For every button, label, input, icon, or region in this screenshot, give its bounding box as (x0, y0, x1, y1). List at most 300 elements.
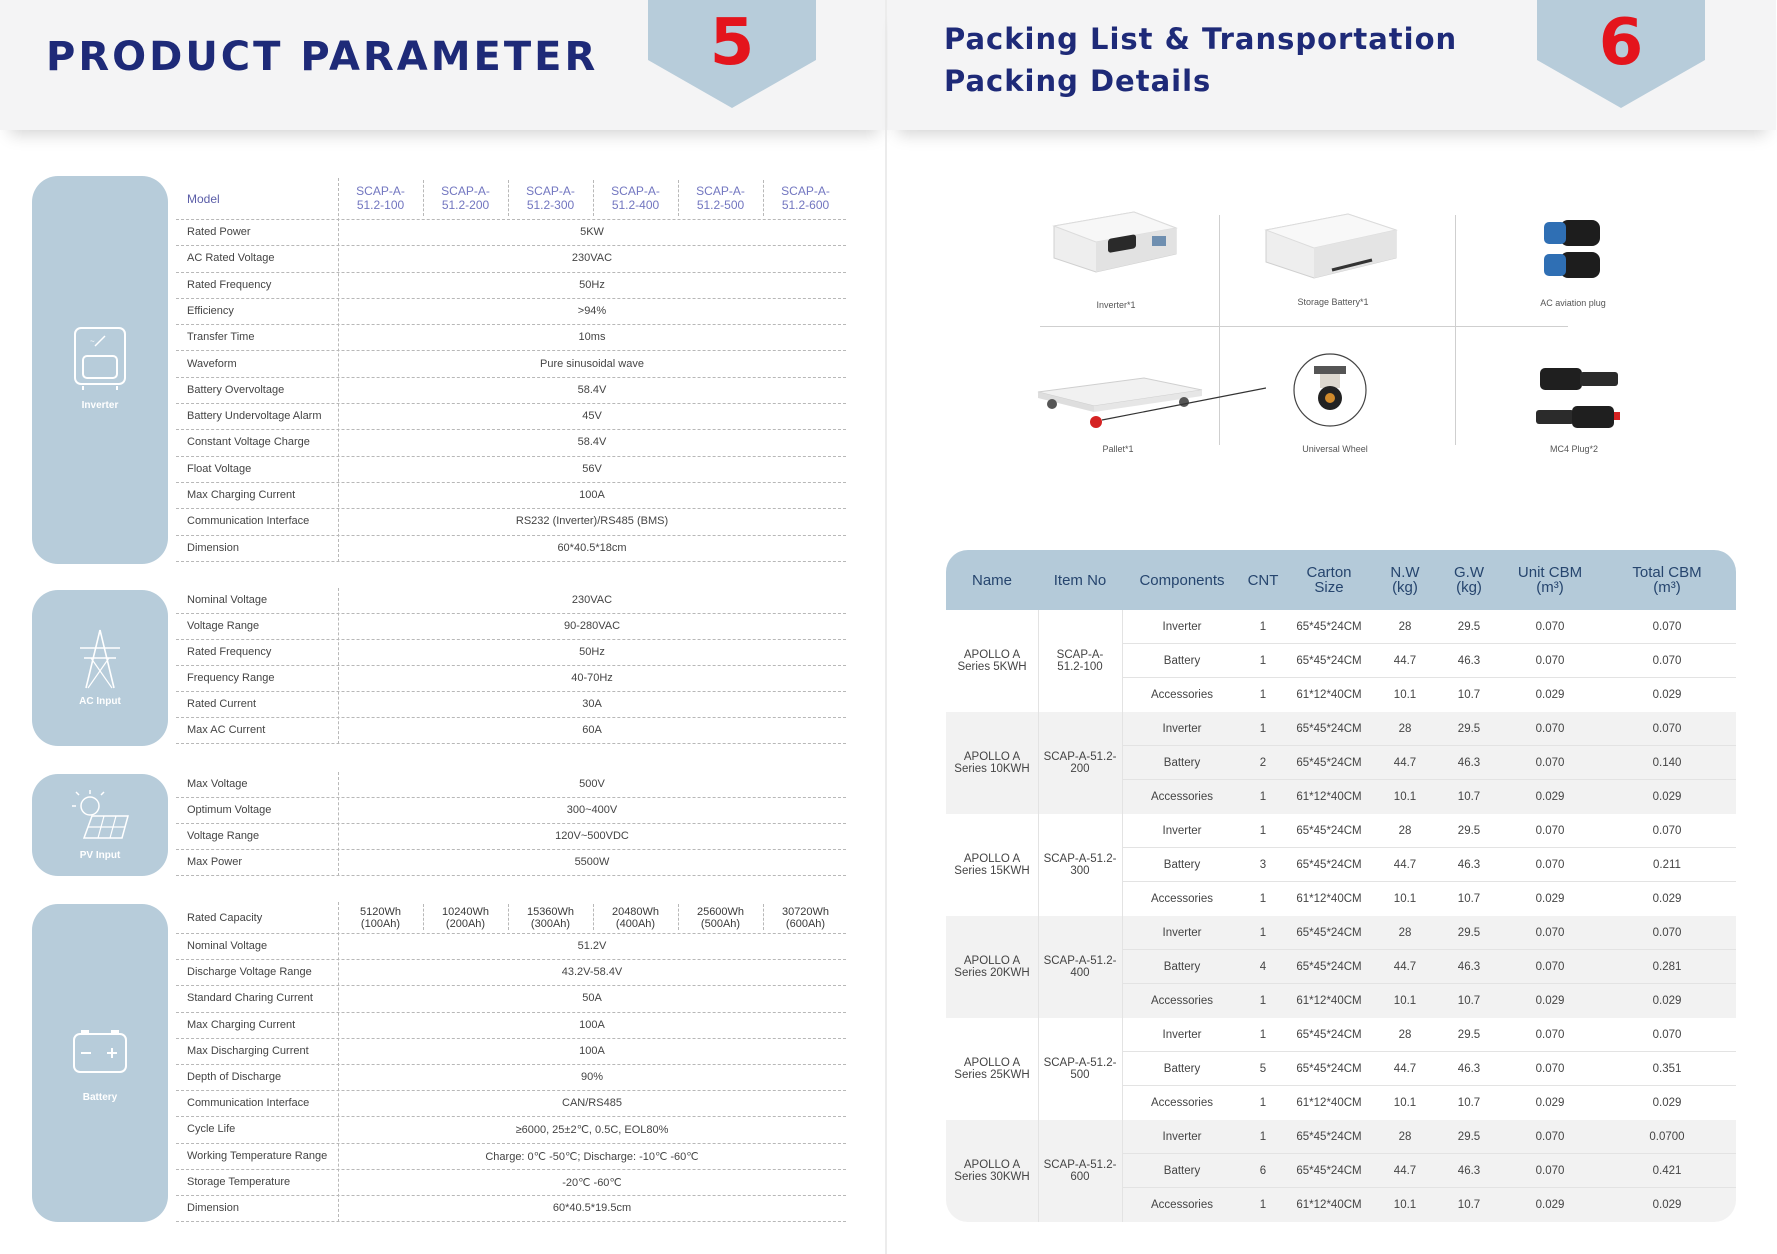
product-name: APOLLO A Series 25KWH (954, 1057, 1030, 1081)
item-number: SCAP-A-51.2- 300 (1043, 853, 1117, 877)
packing-cell: 28 (1398, 1131, 1412, 1143)
param-value: 10ms (578, 331, 606, 344)
packing-cell: 61*12*40CM (1296, 893, 1362, 905)
capacity-cell: 30720Wh (600Ah) (781, 906, 830, 930)
pv-input-label: PV Input (79, 850, 121, 861)
packing-cell: Accessories (1151, 893, 1213, 905)
packing-row (1122, 1188, 1736, 1222)
packing-cell: 0.029 (1652, 689, 1682, 701)
param-value: 100A (579, 1018, 605, 1031)
packing-cell: 29.5 (1457, 1131, 1481, 1143)
param-name: Transfer Time (187, 331, 255, 344)
packing-cell: Battery (1163, 1063, 1201, 1075)
packing-cell: 65*45*24CM (1296, 757, 1362, 769)
packing-row (1122, 780, 1736, 814)
param-name: Float Voltage (187, 462, 252, 475)
packing-cell: 10.1 (1393, 1199, 1417, 1211)
packing-cell: 10.7 (1457, 689, 1481, 701)
page-number: 6 (1598, 6, 1644, 80)
param-row (176, 378, 846, 404)
packing-cell: 10.1 (1393, 995, 1417, 1007)
param-value: 100A (579, 489, 605, 501)
item-number: SCAP-A- 51.2-100 (1056, 649, 1104, 673)
param-row (176, 692, 846, 718)
packing-row (1122, 746, 1736, 780)
packing-cell: 10.1 (1393, 893, 1417, 905)
packing-cell: 0.070 (1652, 927, 1682, 939)
model-cell: SCAP-A- 51.2-200 (441, 184, 490, 212)
param-value: Pure sinusoidal wave (540, 357, 644, 370)
param-row (176, 299, 846, 325)
packing-cell: 0.029 (1652, 791, 1682, 803)
packing-cell: 1 (1259, 1131, 1267, 1143)
param-value: ≥6000, 25±2℃, 0.5C, EOL80% (515, 1124, 669, 1137)
param-row (176, 325, 846, 351)
page-badge (648, 0, 816, 108)
packing-cell: 61*12*40CM (1296, 689, 1362, 701)
packing-cell: 10.7 (1457, 995, 1481, 1007)
param-row (176, 404, 846, 430)
param-value: 43.2V-58.4V (561, 966, 623, 979)
packing-cell: 65*45*24CM (1296, 961, 1362, 973)
param-name: Constant Voltage Charge (187, 436, 310, 449)
battery-table (176, 902, 846, 1222)
mc4-plug-caption: MC4 Plug*2 (1549, 444, 1599, 454)
packing-table (946, 550, 1736, 1222)
packing-cell: 0.070 (1652, 1029, 1682, 1041)
capacity-row (176, 902, 846, 934)
param-row (176, 1091, 846, 1117)
packing-cell: 1 (1259, 1097, 1267, 1109)
packing-cell: 10.1 (1393, 791, 1417, 803)
param-value: 58.4V (577, 436, 607, 449)
param-name: Discharge Voltage Range (187, 966, 312, 979)
packing-row (1122, 848, 1736, 882)
param-value: 120V~500VDC (555, 830, 629, 842)
packing-cell: 10.7 (1457, 1097, 1481, 1109)
packing-cell: 0.070 (1535, 825, 1565, 837)
packing-cell: 0.029 (1652, 1199, 1682, 1211)
param-row (176, 614, 846, 640)
page-number: 5 (709, 6, 755, 80)
packing-group (946, 712, 1736, 814)
packing-cell: 0.0700 (1649, 1131, 1685, 1143)
ac-input-card (32, 590, 168, 746)
packing-cell: Battery (1163, 859, 1201, 871)
packing-cell: 65*45*24CM (1296, 1131, 1362, 1143)
packing-cell: 65*45*24CM (1296, 723, 1362, 735)
packing-cell: 28 (1398, 927, 1412, 939)
battery-label: Battery (82, 1092, 118, 1103)
packing-cell: 10.7 (1457, 791, 1481, 803)
item-number: SCAP-A-51.2- 600 (1043, 1159, 1117, 1183)
packing-cell: 4 (1259, 961, 1267, 973)
packing-group (946, 610, 1736, 712)
capacity-cell: 25600Wh (500Ah) (696, 906, 745, 930)
inverter-card (32, 176, 168, 564)
param-name: AC Rated Voltage (187, 252, 275, 265)
param-value: 500V (579, 778, 605, 790)
param-row (176, 509, 846, 535)
packing-cell: 44.7 (1393, 1063, 1417, 1075)
packing-cell: 29.5 (1457, 825, 1481, 837)
packing-row (1122, 678, 1736, 712)
param-name: Dimension (187, 541, 239, 554)
param-row (176, 934, 846, 960)
param-row (176, 986, 846, 1012)
param-row (176, 273, 846, 299)
packing-row (1122, 1154, 1736, 1188)
packing-row (1122, 814, 1736, 848)
title-line-2: Packing Details (944, 64, 1212, 98)
packing-cell: Inverter (1162, 927, 1202, 939)
param-value: 50Hz (579, 278, 605, 291)
param-row (176, 220, 846, 246)
packing-row (1122, 984, 1736, 1018)
packing-cell: 0.070 (1652, 621, 1682, 633)
packing-cell: 1 (1259, 723, 1267, 735)
param-name: Cycle Life (187, 1123, 236, 1136)
packing-cell: 1 (1259, 893, 1267, 905)
packing-cell: 0.070 (1535, 1165, 1565, 1177)
packing-cell: 61*12*40CM (1296, 1097, 1362, 1109)
param-row (176, 536, 846, 562)
model-cell: SCAP-A- 51.2-600 (781, 184, 830, 212)
param-name: Max AC Current (187, 724, 266, 736)
left-page (0, 0, 888, 1254)
param-value: CAN/RS485 (562, 1097, 622, 1110)
param-name: Storage Temperature (187, 1175, 291, 1188)
packing-cell: 46.3 (1457, 1063, 1481, 1075)
param-name: Voltage Range (187, 620, 260, 632)
inverter-table (176, 178, 846, 562)
packing-group (946, 1120, 1736, 1222)
packing-cell: 10.7 (1457, 893, 1481, 905)
packing-cell: 0.351 (1652, 1063, 1682, 1075)
capacity-cell: 5120Wh (100Ah) (360, 906, 401, 930)
param-name: Efficiency (187, 304, 234, 317)
header-cell: CNT (1247, 571, 1279, 589)
param-name: Rated Current (187, 698, 257, 710)
param-row (176, 1144, 846, 1170)
packing-cell: Inverter (1162, 723, 1202, 735)
packing-cell: 0.070 (1535, 961, 1565, 973)
packing-cell: 29.5 (1457, 1029, 1481, 1041)
packing-cell: 0.070 (1535, 621, 1565, 633)
packing-cell: 28 (1398, 1029, 1412, 1041)
packing-cell: 0.281 (1652, 961, 1682, 973)
param-name: Battery Undervoltage Alarm (187, 410, 322, 423)
inverter-label: Inverter (81, 400, 119, 411)
packing-cell: 61*12*40CM (1296, 1199, 1362, 1211)
packing-cell: 0.029 (1535, 689, 1565, 701)
param-row (176, 483, 846, 509)
item-number: SCAP-A-51.2- 200 (1043, 751, 1117, 775)
mc4-plug-image (1534, 364, 1624, 443)
capacity-label: Rated Capacity (187, 912, 263, 924)
param-row (176, 772, 846, 798)
model-cell: SCAP-A- 51.2-500 (696, 184, 745, 212)
param-row (176, 1065, 846, 1091)
header-cell: G.W (kg) (1454, 564, 1484, 596)
param-name: Max Power (187, 856, 243, 868)
packing-cell: Battery (1163, 961, 1201, 973)
param-value: 60A (582, 724, 602, 736)
param-value: 45V (582, 410, 602, 423)
param-value: 230VAC (571, 252, 613, 265)
column-separator (1038, 610, 1039, 1222)
packing-cell: Battery (1163, 655, 1201, 667)
svg-text:~: ~ (90, 337, 95, 346)
packing-cell: 0.421 (1652, 1165, 1682, 1177)
param-value: 90-280VAC (563, 620, 621, 632)
packing-cell: 0.070 (1535, 757, 1565, 769)
universal-wheel-image (1292, 352, 1368, 433)
param-name: Nominal Voltage (187, 594, 268, 606)
packing-row (1122, 916, 1736, 950)
packing-cell: 46.3 (1457, 961, 1481, 973)
packing-cell: 0.029 (1535, 1097, 1565, 1109)
param-row (176, 1039, 846, 1065)
packing-cell: Accessories (1151, 1097, 1213, 1109)
param-value: 60*40.5*18cm (557, 541, 627, 554)
packing-cell: 65*45*24CM (1296, 927, 1362, 939)
param-name: Nominal Voltage (187, 940, 268, 952)
product-name: APOLLO A Series 15KWH (954, 853, 1030, 877)
param-name: Max Voltage (187, 778, 248, 790)
packing-cell: 0.029 (1535, 791, 1565, 803)
title-line-1: Packing List & Transportation (944, 22, 1458, 56)
header-cell: Unit CBM (m³) (1517, 564, 1583, 596)
packing-cell: 10.7 (1457, 1199, 1481, 1211)
product-name: APOLLO A Series 10KWH (954, 751, 1030, 775)
packing-cell: Battery (1163, 757, 1201, 769)
packing-cell: 0.029 (1535, 995, 1565, 1007)
packing-cell: 44.7 (1393, 859, 1417, 871)
param-name: Communication Interface (187, 515, 310, 528)
packing-cell: Battery (1163, 1165, 1201, 1177)
param-name: Frequency Range (187, 672, 275, 684)
param-name: Communication Interface (187, 1097, 310, 1110)
packing-row (1122, 1120, 1736, 1154)
capacity-cell: 15360Wh (300Ah) (526, 906, 575, 930)
packing-cell: 6 (1259, 1165, 1267, 1177)
param-row (176, 1013, 846, 1039)
packing-group (946, 814, 1736, 916)
param-row (176, 798, 846, 824)
param-name: Standard Charing Current (187, 992, 313, 1005)
packing-cell: 29.5 (1457, 927, 1481, 939)
packing-cell: 46.3 (1457, 1165, 1481, 1177)
product-name: APOLLO A Series 20KWH (954, 955, 1030, 979)
pallet-caption: Pallet*1 (1102, 444, 1134, 454)
param-name: Optimum Voltage (187, 804, 272, 816)
param-row (176, 718, 846, 744)
param-name: Working Temperature Range (187, 1149, 328, 1162)
item-number: SCAP-A-51.2- 400 (1043, 955, 1117, 979)
packing-cell: 29.5 (1457, 621, 1481, 633)
packing-cell: 0.029 (1535, 893, 1565, 905)
param-value: >94% (577, 304, 607, 317)
param-value: RS232 (Inverter)/RS485 (BMS) (515, 515, 669, 528)
param-value: 30A (582, 698, 602, 710)
param-value: 5500W (574, 856, 610, 868)
packing-cell: 0.070 (1535, 655, 1565, 667)
packing-cell: 1 (1259, 927, 1267, 939)
param-value: -20℃ -60℃ (562, 1176, 622, 1189)
param-row (176, 430, 846, 456)
ac-input-table (176, 588, 846, 744)
packing-cell: 1 (1259, 791, 1267, 803)
right-page (888, 0, 1776, 1254)
packing-cell: 65*45*24CM (1296, 1029, 1362, 1041)
packing-cell: Inverter (1162, 621, 1202, 633)
param-value: Charge: 0℃ -50℃; Discharge: -10℃ -60℃ (485, 1150, 699, 1163)
param-name: Battery Overvoltage (187, 383, 285, 396)
packing-cell: 46.3 (1457, 655, 1481, 667)
storage-battery-caption: Storage Battery*1 (1297, 297, 1369, 307)
param-row (176, 1170, 846, 1196)
packing-cell: 28 (1398, 621, 1412, 633)
packing-row (1122, 1052, 1736, 1086)
packing-cell: 61*12*40CM (1296, 791, 1362, 803)
param-name: Waveform (187, 357, 237, 370)
storage-battery-image (1262, 208, 1404, 293)
packing-cell: 1 (1259, 825, 1267, 837)
param-name: Depth of Discharge (187, 1071, 282, 1083)
param-row (176, 588, 846, 614)
param-value: 56V (582, 462, 602, 475)
packing-cell: 0.070 (1535, 1063, 1565, 1075)
model-cell: SCAP-A- 51.2-400 (611, 184, 660, 212)
pallet-image (1034, 372, 1266, 437)
model-row (176, 178, 846, 220)
packing-cell: Inverter (1162, 825, 1202, 837)
param-value: 90% (580, 1071, 604, 1083)
model-cell: SCAP-A- 51.2-300 (526, 184, 575, 212)
param-row (176, 246, 846, 272)
packing-cell: 0.070 (1652, 825, 1682, 837)
packing-cell: 46.3 (1457, 757, 1481, 769)
header-cell: N.W (kg) (1390, 564, 1420, 596)
capacity-cell: 10240Wh (200Ah) (441, 906, 490, 930)
packing-cell: 1 (1259, 621, 1267, 633)
packing-cell: 44.7 (1393, 757, 1417, 769)
capacity-cells (338, 902, 846, 934)
packing-cell: Accessories (1151, 1199, 1213, 1211)
pv-input-table (176, 772, 846, 876)
packing-cell: 65*45*24CM (1296, 825, 1362, 837)
param-value: 51.2V (577, 940, 607, 952)
battery-icon (32, 1028, 168, 1079)
param-name: Max Discharging Current (187, 1044, 309, 1057)
packing-row (1122, 1086, 1736, 1120)
packing-cell: 3 (1259, 859, 1267, 871)
param-value: 50Hz (579, 646, 605, 658)
param-row (176, 850, 846, 876)
packing-cell: Inverter (1162, 1131, 1202, 1143)
packing-cell: 65*45*24CM (1296, 655, 1362, 667)
packing-row (1122, 882, 1736, 916)
packing-row (1122, 610, 1736, 644)
packing-row (1122, 1018, 1736, 1052)
inverter-image (1046, 206, 1186, 291)
packing-cell: 0.070 (1535, 927, 1565, 939)
param-name: Voltage Range (187, 830, 260, 842)
packing-cell: 2 (1259, 757, 1267, 769)
product-name: APOLLO A Series 5KWH (957, 649, 1027, 673)
product-name: APOLLO A Series 30KWH (954, 1159, 1030, 1183)
packing-cell: 0.070 (1652, 723, 1682, 735)
packing-cell: 0.070 (1535, 1131, 1565, 1143)
packing-cell: 61*12*40CM (1296, 995, 1362, 1007)
packing-cell: 10.1 (1393, 1097, 1417, 1109)
packing-cell: 0.029 (1652, 1097, 1682, 1109)
param-name: Max Charging Current (187, 1018, 296, 1031)
param-name: Dimension (187, 1202, 239, 1214)
packing-table-header (946, 550, 1736, 610)
param-row (176, 666, 846, 692)
param-value: 100A (579, 1044, 605, 1057)
packing-row (1122, 712, 1736, 746)
universal-wheel-caption: Universal Wheel (1302, 444, 1368, 454)
packing-cell: 0.070 (1535, 723, 1565, 735)
header-cell: Item No (1053, 571, 1107, 589)
packing-cell: 1 (1259, 1199, 1267, 1211)
param-row (176, 1117, 846, 1143)
model-cell: SCAP-A- 51.2-100 (356, 184, 405, 212)
packing-cell: 28 (1398, 825, 1412, 837)
packing-cell: Inverter (1162, 1029, 1202, 1041)
packing-cell: 44.7 (1393, 961, 1417, 973)
packing-cell: 28 (1398, 723, 1412, 735)
packing-cell: 0.140 (1652, 757, 1682, 769)
inverter-icon (32, 326, 168, 397)
param-value: 300~400V (566, 804, 618, 816)
ac-plug-image (1540, 218, 1604, 289)
packing-cell: 44.7 (1393, 1165, 1417, 1177)
packing-cell: 0.070 (1652, 655, 1682, 667)
packing-cell: 65*45*24CM (1296, 1063, 1362, 1075)
param-name: Max Charging Current (187, 489, 296, 501)
param-row (176, 457, 846, 483)
param-value: 5KW (580, 226, 604, 238)
page-badge (1537, 0, 1705, 108)
packing-row (1122, 644, 1736, 678)
param-name: Rated Frequency (187, 646, 272, 658)
packing-cell: 1 (1259, 689, 1267, 701)
capacity-cell: 20480Wh (400Ah) (611, 906, 660, 930)
model-label: Model (187, 192, 220, 206)
packing-cell: 0.211 (1653, 859, 1681, 871)
packing-cell: 0.070 (1535, 1029, 1565, 1041)
packing-group (946, 916, 1736, 1018)
packing-cell: Accessories (1151, 791, 1213, 803)
header-cell: Total CBM (m³) (1632, 564, 1702, 596)
ac-input-label: AC Input (79, 696, 121, 707)
param-row (176, 352, 846, 378)
param-row (176, 824, 846, 850)
packing-group (946, 1018, 1736, 1120)
model-cells (338, 178, 846, 220)
param-row (176, 1196, 846, 1222)
packing-cell: Accessories (1151, 995, 1213, 1007)
page-divider (885, 0, 887, 1254)
solar-panel-icon (32, 788, 168, 845)
inverter-caption: Inverter*1 (1096, 300, 1136, 310)
header-cell: Name (971, 571, 1012, 589)
page-title (944, 18, 1457, 102)
